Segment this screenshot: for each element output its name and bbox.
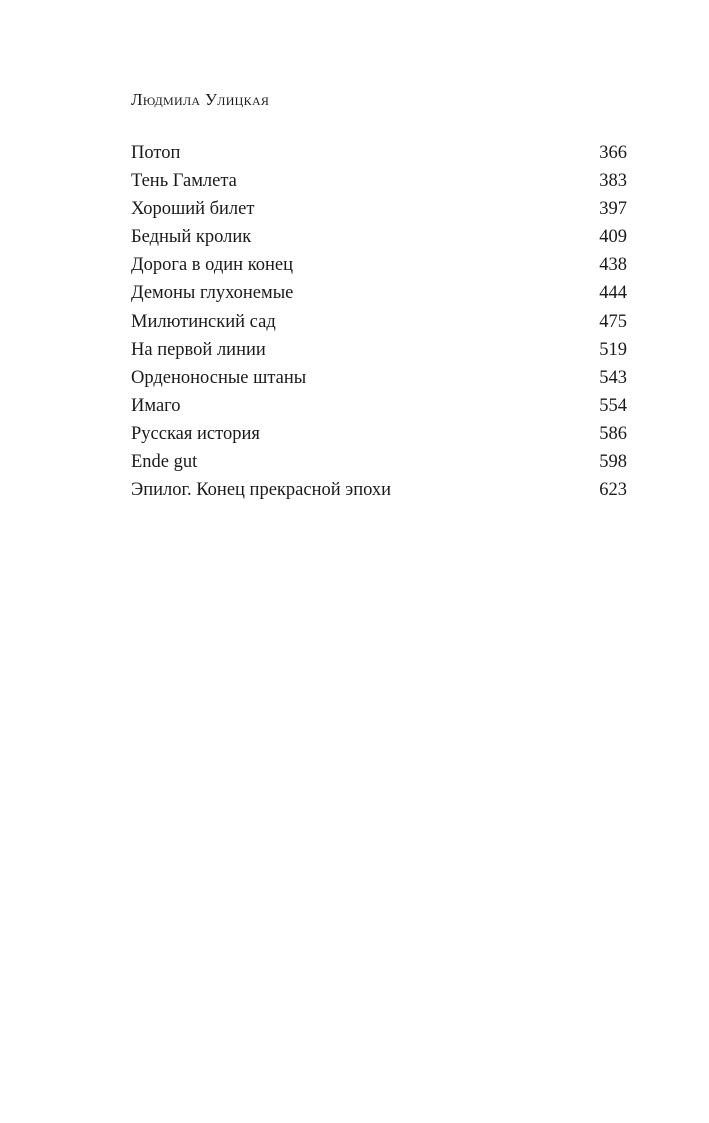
toc-entry-page: 475 (599, 311, 627, 332)
toc-entry (131, 308, 627, 336)
toc-entry (131, 223, 627, 251)
toc-entry-title: Хороший билет (131, 199, 255, 220)
toc-entry (131, 476, 627, 504)
toc-entry-page: 554 (599, 395, 627, 416)
toc-entry-page: 438 (599, 255, 627, 276)
toc-entry (131, 195, 627, 223)
toc-entry-page: 543 (599, 367, 627, 388)
toc-entry-title: Дорога в один конец (131, 255, 294, 276)
toc-entry (131, 420, 627, 448)
toc-entry (131, 392, 627, 420)
toc-entry-page: 623 (599, 480, 627, 501)
toc-entry-page: 519 (599, 339, 627, 360)
toc-entry (131, 448, 627, 476)
toc-entry-title: Эпилог. Конец прекрасной эпохи (131, 480, 392, 501)
toc-entry (131, 167, 627, 195)
toc-entry-title: Русская история (131, 423, 260, 444)
toc-entry-title: Потоп (131, 143, 181, 163)
toc-entry-title: На первой линии (131, 339, 266, 360)
toc-entry-page: 444 (599, 283, 627, 304)
toc-entry (131, 251, 627, 279)
toc-entry-title: Бедный кролик (131, 227, 252, 248)
toc-entry (131, 336, 627, 364)
running-header-author: Людмила Улицкая (131, 90, 270, 109)
toc-entry (131, 364, 627, 392)
toc-entry-page: 409 (599, 227, 627, 248)
toc-entry-page: 397 (599, 199, 627, 220)
toc-entry (131, 279, 627, 307)
toc-entry-title: Ende gut (131, 452, 198, 473)
toc-entry-page: 586 (599, 423, 627, 444)
toc-entry (131, 139, 627, 167)
toc-entry-title: Милютинский сад (131, 311, 276, 332)
toc-entry-page: 366 (599, 143, 627, 163)
toc-entry-title: Орденоносные штаны (131, 367, 307, 388)
toc-entry-title: Имаго (131, 395, 181, 416)
toc-entry-page: 383 (599, 171, 627, 192)
toc-entry-title: Демоны глухонемые (131, 283, 294, 304)
table-of-contents (131, 139, 627, 504)
toc-entry-title: Тень Гамлета (131, 171, 237, 192)
toc-entry-page: 598 (599, 452, 627, 473)
